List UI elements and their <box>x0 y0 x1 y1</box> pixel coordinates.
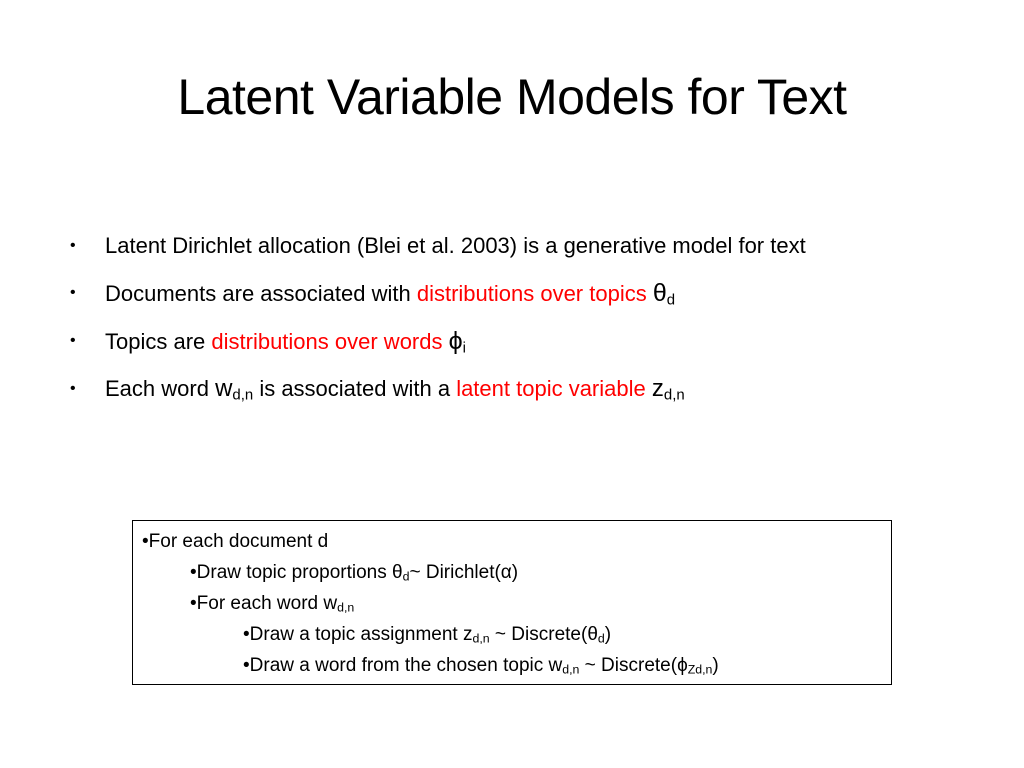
phi-symbol: ϕ <box>448 327 463 355</box>
subscript: Zd,n <box>687 662 713 677</box>
subscript: d <box>666 291 676 309</box>
bullet-lda-definition <box>70 228 950 264</box>
highlight-text: distributions over topics <box>416 281 647 306</box>
word-symbol: w <box>215 375 233 402</box>
box-text: Draw a topic assignment z <box>249 624 473 645</box>
z-symbol: z <box>651 375 664 402</box>
box-text: For each word w <box>196 593 338 614</box>
generative-process-box <box>132 520 892 685</box>
subscript: d,n <box>472 631 490 646</box>
bullet-text: Topics are <box>105 329 212 354</box>
box-text: ~ Discrete(θ <box>489 624 598 645</box>
subscript: d,n <box>232 386 254 404</box>
box-text: Draw topic proportions θ <box>196 562 403 583</box>
bullet-text: Documents are associated with <box>105 281 417 306</box>
bullet-dot-icon: • <box>190 562 197 583</box>
bullet-text: Latent Dirichlet allocation (Blei et al. 2003) is a generative model for text <box>105 233 806 258</box>
box-text: ~ Dirichlet(α) <box>409 562 519 583</box>
subscript: d,n <box>663 386 685 404</box>
bullet-topics <box>70 323 950 360</box>
slide-title: Latent Variable Models for Text <box>177 69 847 125</box>
bullet-dot-icon: • <box>243 624 250 645</box>
bullet-text-mid: is associated with a <box>253 376 457 401</box>
subscript: d,n <box>337 600 355 615</box>
box-text: ) <box>604 624 612 645</box>
subscript: d <box>402 569 410 584</box>
bullet-list <box>70 228 950 418</box>
bullet-text: Each word <box>105 376 216 401</box>
subscript: i <box>462 339 466 357</box>
bullet-dot-icon: • <box>142 531 149 552</box>
box-line-5 <box>243 651 719 681</box>
bullet-documents <box>70 275 950 312</box>
box-text: ) <box>712 655 719 676</box>
bullet-dot-icon: • <box>70 332 76 349</box>
box-text: Draw a word from the chosen topic w <box>249 655 563 676</box>
bullet-dot-icon: • <box>70 237 76 254</box>
box-text: For each document d <box>148 531 329 552</box>
box-text: ~ Discrete(ϕ <box>579 655 688 676</box>
theta-symbol: θ <box>652 279 667 307</box>
subscript: d,n <box>562 662 580 677</box>
box-line-1 <box>142 527 328 557</box>
box-line-4 <box>243 620 611 650</box>
bullet-dot-icon: • <box>243 655 250 676</box>
bullet-words <box>70 371 950 407</box>
subscript: d <box>597 631 605 646</box>
highlight-text: distributions over words <box>211 329 443 354</box>
highlight-text: latent topic variable <box>456 376 646 401</box>
box-line-2 <box>190 558 518 588</box>
box-line-3 <box>190 589 354 619</box>
bullet-dot-icon: • <box>70 284 76 301</box>
bullet-dot-icon: • <box>190 593 197 614</box>
bullet-dot-icon: • <box>70 380 76 397</box>
